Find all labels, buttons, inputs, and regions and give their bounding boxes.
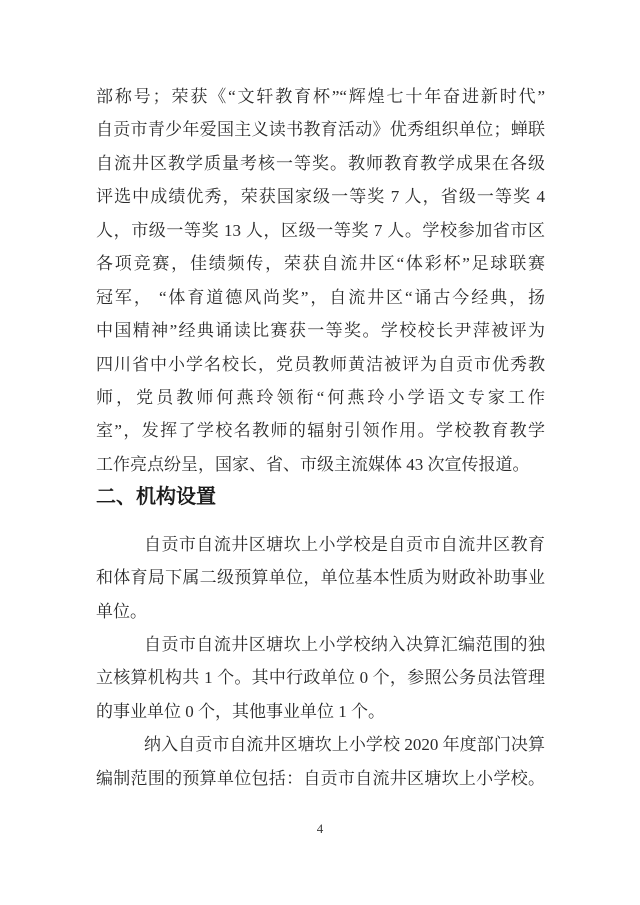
page-number: 4 (316, 821, 324, 836)
body-text-line: 自流井区教学质量考核一等奖。教师教育教学成果在各级 (96, 153, 545, 173)
body-text-line: 自贡市青少年爱国主义读书教育活动》优秀组织单位；蝉联 (96, 120, 545, 140)
body-text-line: 的事业单位 0 个，其他事业单位 1 个。 (96, 701, 385, 721)
body-text-line: 冠军， “体育道德风尚奖”，自流井区“诵古今经典，扬 (96, 287, 545, 307)
body-text-line: 工作亮点纷呈，国家、省、市级主流媒体 43 次宣传报道。 (96, 454, 530, 474)
paragraph-school-achievements (96, 80, 545, 481)
body-text-line: 立核算机构共 1 个。其中行政单位 0 个，参照公务员法管理 (96, 668, 545, 688)
body-text-line: 编制范围的预算单位包括：自贡市自流井区塘坎上小学校。 (96, 768, 545, 788)
body-text-line: 自贡市自流井区塘坎上小学校是自贡市自流井区教育 (144, 534, 545, 554)
paragraph-unit-nature (96, 528, 545, 628)
body-text-line: 人，市级一等奖 13 人，区级一等奖 7 人。学校参加省市区 (96, 220, 545, 240)
body-text-line: 和体育局下属二级预算单位，单位基本性质为财政补助事业 (96, 568, 545, 588)
body-text-line: 各项竞赛，佳绩频传，荣获自流井区“体彩杯”足球联赛 (96, 254, 545, 274)
paragraph-budget-units-included (96, 728, 545, 795)
document-body (96, 80, 545, 795)
body-text-line: 自贡市自流井区塘坎上小学校纳入决算汇编范围的独 (144, 635, 545, 654)
body-text-line: 纳入自贡市自流井区塘坎上小学校 2020 年度部门决算 (144, 735, 545, 755)
body-text-line: 评选中成绩优秀，荣获国家级一等奖 7 人，省级一等奖 4 (96, 187, 545, 207)
section-heading-organization-setup: 二、机构设置 (96, 486, 216, 509)
body-text-line: 师，党员教师何燕玲领衔“何燕玲小学语文专家工作 (96, 387, 545, 407)
paragraph-accounting-institutions (96, 628, 545, 728)
body-text-line: 单位。 (96, 601, 147, 621)
body-text-line: 四川省中小学名校长，党员教师黄洁被评为自贡市优秀教 (96, 354, 545, 374)
body-text-line: 中国精神”经典诵读比赛获一等奖。学校校长尹萍被评为 (96, 321, 545, 341)
body-text-line: 室”，发挥了学校名教师的辐射引领作用。学校教育教学 (96, 421, 545, 441)
body-text-line: 部称号；荣获《“文轩教育杯”“辉煌七十年奋进新时代” (96, 87, 545, 106)
